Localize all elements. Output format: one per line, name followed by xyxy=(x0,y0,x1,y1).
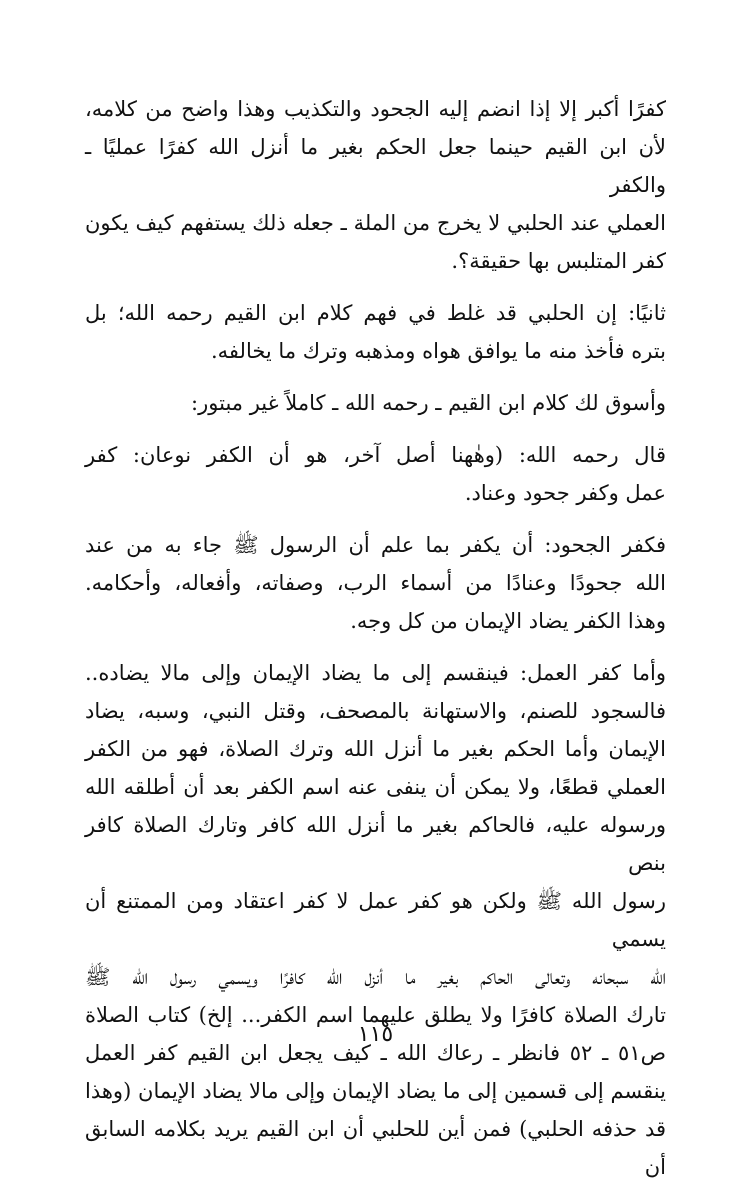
page-number: ١١٥ xyxy=(357,1022,394,1047)
text-line: العملي عند الحلبي لا يخرج من الملة ـ جعله ذلك يستفهم كيف يكون xyxy=(85,211,666,235)
text-line: وأما كفر العمل: فينقسم إلى ما يضاد الإيمان وإلى مالا يضاده.. xyxy=(85,661,666,685)
text-line: ينقسم إلى قسمين إلى ما يضاد الإيمان وإلى مالا يضاد الإيمان (وهذا xyxy=(85,1079,666,1103)
text-line: كفرًا أكبر إلا إذا انضم إليه الجحود والتكذيب وهذا واضح من كلامه، xyxy=(85,97,666,121)
paragraph-1 xyxy=(85,90,666,280)
text-line: وهذا الكفر يضاد الإيمان من كل وجه. xyxy=(350,609,666,633)
text-line: لأن ابن القيم حينما جعل الحكم بغير ما أنزل الله كفرًا عمليًا ـ والكفر xyxy=(85,135,666,197)
paragraph-5 xyxy=(85,526,666,640)
text-line: فالسجود للصنم، والاستهانة بالمصحف، وقتل النبي، وسبه، يضاد xyxy=(85,699,666,723)
text-line: تارك الصلاة كافرًا ولا يطلق عليهما اسم الكفر... إلخ) كتاب الصلاة xyxy=(85,1003,666,1027)
text-line: قد حذفه الحلبي) فمن أين للحلبي أن ابن القيم يريد بكلامه السابق أن xyxy=(85,1117,666,1179)
text-line: قال رحمه الله: (وهٰهنا أصل آخر، هو أن الكفر نوعان: كفر xyxy=(85,443,666,467)
text-line: الإيمان وأما الحكم بغير ما أنزل الله وترك الصلاة، فهو من الكفر xyxy=(85,737,666,761)
paragraph-3 xyxy=(85,384,666,422)
text-line: ثانيًا: إن الحلبي قد غلط في فهم كلام ابن القيم رحمه الله؛ بل xyxy=(85,301,666,325)
text-line: عمل وكفر جحود وعناد. xyxy=(464,481,666,505)
text-line: العملي قطعًا، ولا يمكن أن ينفى عنه اسم الكفر بعد أن أطلقه الله xyxy=(85,775,666,799)
paragraph-4 xyxy=(85,436,666,512)
paragraph-6 xyxy=(85,654,666,1186)
text-line: رسول الله ﷺ ولكن هو كفر عمل لا كفر اعتقاد ومن الممتنع أن يسمي xyxy=(85,889,666,951)
text-line: ورسوله عليه، فالحاكم بغير ما أنزل الله كافر وتارك الصلاة كافر بنص xyxy=(85,813,666,875)
text-line: ص٥١ ـ ٥٢ فانظر ـ رعاك الله ـ كيف يجعل ابن القيم كفر العمل xyxy=(85,1041,666,1065)
text-line: وأسوق لك كلام ابن القيم ـ رحمه الله ـ كاملاً غير مبتور: xyxy=(191,391,666,415)
text-line: الله سبحانه وتعالى الحاكم بغير ما أنزل الله كافرًا ويسمي رسول الله ﷺ xyxy=(85,965,666,989)
text-line: الله جحودًا وعنادًا من أسماء الرب، وصفاته، وأفعاله، وأحكامه. xyxy=(85,571,666,595)
paragraph-2 xyxy=(85,294,666,370)
text-line: كفر المتلبس بها حقيقة؟. xyxy=(451,249,666,273)
text-line: فكفر الجحود: أن يكفر بما علم أن الرسول ﷺ جاء به من عند xyxy=(85,533,666,557)
text-line: بتره فأخذ منه ما يوافق هواه ومذهبه وترك ما يخالفه. xyxy=(211,339,666,363)
